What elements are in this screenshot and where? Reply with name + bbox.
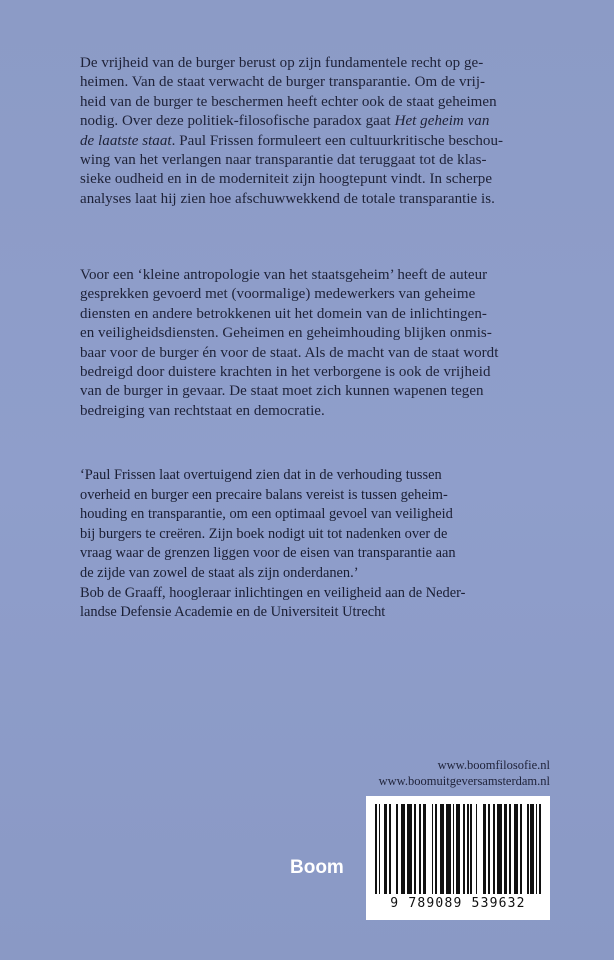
- quote-line: overheid en burger een precaire balans vereist is tussen geheim-: [80, 486, 448, 503]
- text-segment: . Paul Frissen formuleert een cultuurkritische beschou-: [171, 132, 504, 149]
- book-title-italic: Het geheim van: [394, 113, 490, 130]
- text-line: diensten en andere betrokkenen uit het domein van de inlichtingen-: [80, 305, 487, 322]
- text-line: van de burger in gevaar. De staat moet zich kunnen wapenen tegen: [80, 383, 484, 400]
- text-line: heimen. Van de staat verwacht de burger transparantie. Om de vrij-: [80, 74, 486, 91]
- barcode-bars: [375, 804, 541, 894]
- quote-line: vraag waar de grenzen liggen voor de eisen van transparantie aan: [80, 545, 456, 562]
- quote-line: houding en transparantie, om een optimaal gevoel van veiligheid: [80, 506, 453, 523]
- description-paragraph-2: [80, 266, 536, 421]
- text-line: sieke oudheid en in de moderniteit zijn hoogtepunt vindt. In scherpe: [80, 171, 493, 188]
- text-line: gesprekken gevoerd met (voormalige) medewerkers van geheime: [80, 286, 476, 303]
- quote-line: de zijde van zowel de staat als zijn onderdanen.’: [80, 564, 359, 581]
- quote-line: ‘Paul Frissen laat overtuigend zien dat in de verhouding tussen: [80, 467, 442, 483]
- quote-line: bij burgers te creëren. Zijn boek nodigt uit tot nadenken over de: [80, 525, 448, 542]
- endorsement-quote: [80, 466, 550, 623]
- text-line: bedreigd door duistere krachten in het verborgene is ook de vrijheid: [80, 364, 491, 381]
- isbn-barcode: [366, 796, 550, 920]
- text-line: heid van de burger te beschermen heeft echter ook de staat geheimen: [80, 93, 497, 110]
- text-line: analyses laat hij zien hoe afschuwwekkend de totale transparantie is.: [80, 190, 495, 207]
- text-segment: nodig. Over deze politiek-filosofische paradox gaat: [80, 113, 395, 130]
- text-line: wing van het verlangen naar transparantie dat teruggaat tot de klas-: [80, 152, 487, 169]
- text-line: [80, 112, 536, 131]
- text-line: De vrijheid van de burger berust op zijn fundamentele recht op ge-: [80, 55, 484, 71]
- text-line: Voor een ‘kleine antropologie van het staatsgeheim’ heeft de auteur: [80, 267, 488, 283]
- website-link[interactable]: www.boomfilosofie.nl: [437, 758, 550, 772]
- barcode-bar: [539, 804, 541, 894]
- isbn-number: 9 789089 539632: [390, 896, 526, 911]
- text-line: baar voor de burger én voor de staat. Als de macht van de staat wordt: [80, 344, 499, 361]
- text-line: [80, 132, 536, 151]
- description-paragraph-1: [80, 54, 536, 209]
- book-title-italic: de laatste staat: [80, 132, 172, 149]
- text-line: en veiligheidsdiensten. Geheimen en geheimhouding blijken onmis-: [80, 325, 492, 342]
- publisher-logo: Boom: [290, 857, 344, 878]
- quote-attribution: Bob de Graaff, hoogleraar inlichtingen en veiligheid aan de Neder-: [80, 584, 466, 601]
- text-line: bedreiging van rechtstaat en democratie.: [80, 402, 325, 419]
- quote-attribution: landse Defensie Academie en de Universiteit Utrecht: [80, 604, 386, 621]
- website-link[interactable]: www.boomuitgeversamsterdam.nl: [378, 774, 550, 788]
- publisher-websites: [379, 757, 550, 789]
